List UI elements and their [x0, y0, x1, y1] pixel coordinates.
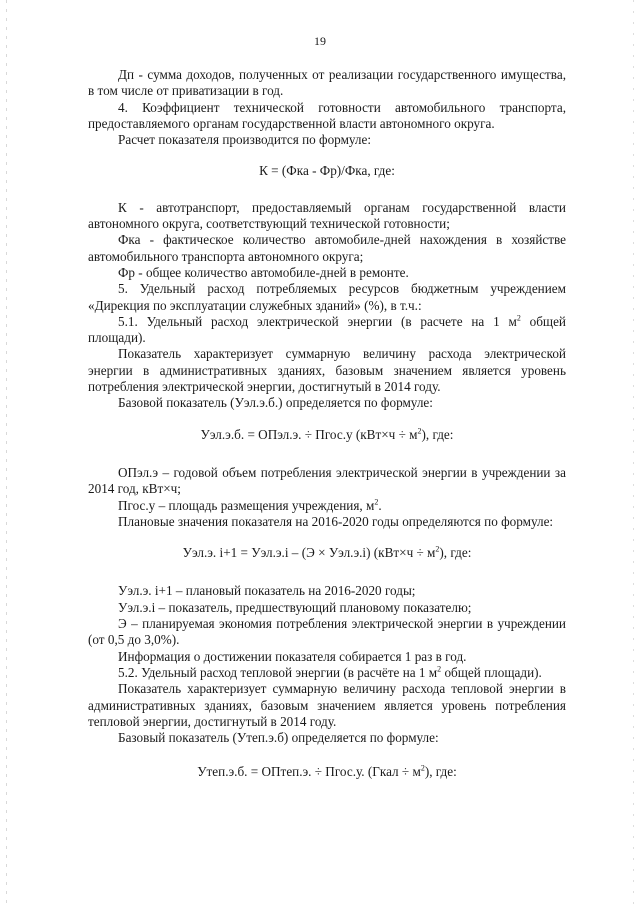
paragraph-formula-intro: Расчет показателя производится по формуле: [118, 132, 372, 148]
superscript: 2 [437, 664, 442, 674]
superscript: 2 [420, 764, 425, 773]
text-segment: 5.2. Удельный расход тепловой энергии (в расчёте на 1 м [118, 664, 438, 680]
paragraph-heat-base-intro: Базовый показатель (Утеп.э.б) определяется по формуле: [118, 730, 439, 746]
paragraph-dp-definition: Дп - сумма доходов, полученных от реализации государственного имущества, в том числе от приватизации в год. [88, 67, 566, 99]
scan-edge-right [633, 0, 634, 905]
text-segment: . [378, 497, 382, 513]
text-segment: ), где: [424, 764, 457, 780]
superscript: 2 [374, 497, 379, 507]
superscript: 2 [417, 426, 422, 436]
paragraph-fr-definition: Фр - общее количество автомобиле-дней в ремонте. [118, 264, 409, 280]
formula-heat-base [88, 764, 566, 780]
text-segment: общей площади). [441, 664, 542, 680]
formula-electric-base [88, 427, 566, 443]
text-segment: ), где: [439, 545, 472, 561]
paragraph-k-definition: К - автотранспорт, предоставляемый органам государственной власти автономного округа, соответствующий технической готовности; [88, 199, 566, 232]
paragraph-heat-description: Показатель характеризует суммарную величину расхода тепловой энергии в административных зданиях, базовым значением является уровень потребления тепловой энергии, достигнутый в 2014 году. [88, 681, 566, 729]
paragraph-electric-description: Показатель характеризует суммарную величину расхода электрической энергии в административных зданиях, базовым значением является уровень потребления электрической энергии, достигнутый в 2014 году. [88, 346, 566, 395]
superscript: 2 [435, 544, 440, 554]
paragraph-plan-definition: Уэл.э. i+1 – плановый показатель на 2016-2020 годы; [118, 583, 416, 599]
document-body [88, 67, 566, 781]
text-segment: общей площади). [88, 313, 566, 346]
paragraph-frequency: Информация о достижении показателя собирается 1 раз в год. [118, 648, 467, 664]
paragraph-fka-definition: Фка - фактическое количество автомобиле-дней нахождения в хозяйстве автомобильного транспорта автономного округа; [88, 232, 566, 264]
paragraph-item-4: 4. Коэффициент технической готовности автомобильного транспорта, предоставляемого органам государственной власти автономного округа. [88, 99, 566, 131]
text-segment: Уэл.э. i+1 = Уэл.э.i – (Э × Уэл.э.i) (кВт×ч ÷ м [182, 545, 436, 561]
paragraph-pgos-definition [88, 498, 566, 514]
paragraph-prev-definition: Уэл.э.i – показатель, предшествующий плановому показателю; [118, 599, 472, 615]
paragraph-economy-definition: Э – планируемая экономия потребления электрической энергии в учреждении (от 0,5 до 3,0%). [88, 616, 566, 648]
text-segment: ), где: [421, 426, 454, 442]
superscript: 2 [516, 313, 521, 323]
paragraph-electric-base-intro: Базовой показатель (Уэл.э.б.) определяется по формуле: [118, 395, 433, 411]
paragraph-plan-intro: Плановые значения показателя на 2016-2020 годы определяются по формуле: [118, 513, 554, 529]
paragraph-item-5-2 [88, 665, 566, 681]
paragraph-item-5: 5. Удельный расход потребляемых ресурсов бюджетным учреждением «Дирекция по эксплуатации служебных зданий» (%), в т.ч.: [88, 281, 566, 313]
formula-electric-plan [88, 545, 566, 561]
text-segment: Утеп.э.б. = ОПтеп.э. ÷ Пгос.у. (Гкал ÷ м [197, 764, 421, 780]
page-number: 19 [314, 34, 326, 48]
scan-edge-left [6, 0, 7, 905]
text-segment: 5.1. Удельный расход электрической энергии (в расчете на 1 м [118, 313, 517, 329]
formula-k: К = (Фка - Фр)/Фка, где: [259, 163, 395, 179]
text-segment: Пгос.у – площадь размещения учреждения, м [118, 497, 375, 513]
paragraph-opel-definition: ОПэл.э – годовой объем потребления электрической энергии в учреждении за 2014 год, кВт×ч; [88, 464, 566, 497]
paragraph-item-5-1 [88, 314, 566, 347]
text-segment: Уэл.э.б. = ОПэл.э. ÷ Пгос.у (кВт×ч ÷ м [200, 426, 418, 442]
